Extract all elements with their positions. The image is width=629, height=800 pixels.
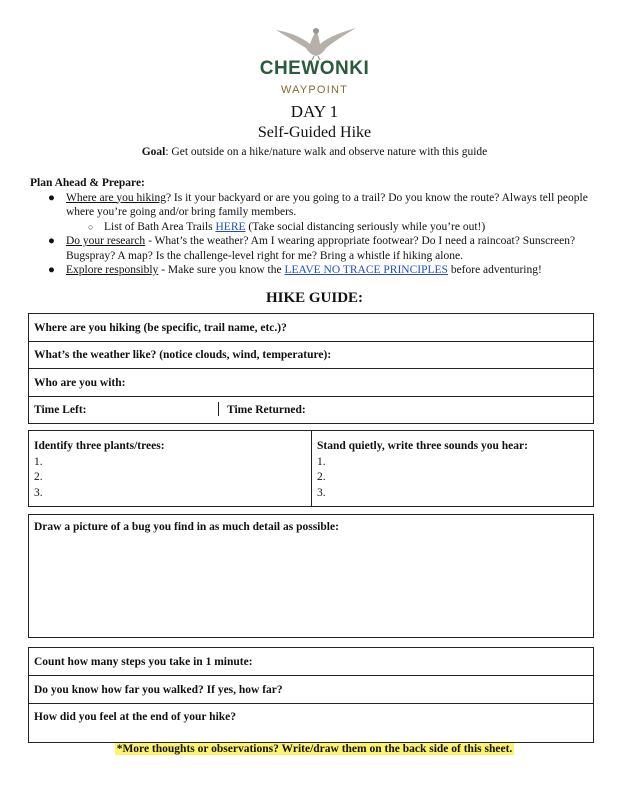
goal-label: Goal xyxy=(141,146,166,158)
sub-item-note: (Take social distancing seriously while you’re out!) xyxy=(245,220,486,233)
time-left-label: Time Left: xyxy=(34,404,87,416)
table-row[interactable] xyxy=(29,314,593,342)
table-row[interactable] xyxy=(29,369,593,397)
table-row[interactable] xyxy=(29,342,593,369)
plan-section xyxy=(30,176,600,278)
list-item: 2. xyxy=(34,471,43,483)
row-label-steps: Count how many steps you take in 1 minute: xyxy=(34,656,253,668)
hike-guide-title: HIKE GUIDE: xyxy=(265,290,364,306)
list-item: 1. xyxy=(34,455,43,468)
leave-no-trace-link[interactable]: LEAVE NO TRACE PRINCIPLES xyxy=(284,264,448,276)
observation-table xyxy=(28,430,594,507)
table-row[interactable] xyxy=(29,648,593,676)
item-text: - Make sure you know the xyxy=(158,264,285,276)
item-text: - What’s the weather? Am I wearing appropriate footwear? Do I need a raincoat? Sunscreen? Bugspray? A map? Is the challenge-level right for me? Bring a whistle if hiking alone. xyxy=(66,235,576,262)
plants-heading: Identify three plants/trees: xyxy=(34,440,165,452)
highlighted-note: *More thoughts or observations? Write/draw them on the back side of this sheet. xyxy=(116,743,513,755)
brand-name: CHEWONKI xyxy=(259,58,370,79)
logo xyxy=(0,22,629,60)
divider xyxy=(218,402,219,416)
bullet-icon: ● xyxy=(48,264,55,276)
reflection-table xyxy=(28,647,594,743)
goal-line xyxy=(0,146,629,158)
list-item xyxy=(30,191,600,235)
row-label-location: Where are you hiking (be specific, trail name, etc.)? xyxy=(34,322,287,334)
plants-cell[interactable] xyxy=(29,431,312,506)
circle-bullet-icon: ○ xyxy=(88,221,94,232)
brand-subtitle: WAYPOINT xyxy=(280,84,349,96)
time-returned-label: Time Returned: xyxy=(227,404,306,416)
item-lead: Where are you hiking xyxy=(66,191,166,204)
list-item xyxy=(30,234,600,263)
list-item: 3. xyxy=(317,486,326,499)
plan-heading: Plan Ahead & Prepare: xyxy=(30,177,145,189)
list-item xyxy=(30,263,600,278)
page-title: Self-Guided Hike xyxy=(257,124,372,141)
item-lead: Do your research xyxy=(66,235,146,247)
row-label-weather: What’s the weather like? (notice clouds, wind, temperature): xyxy=(34,349,332,361)
table-row[interactable] xyxy=(29,704,593,743)
footer-note xyxy=(0,743,629,755)
list-item: 2. xyxy=(317,471,326,483)
day-title: DAY 1 xyxy=(290,102,339,121)
row-label-companions: Who are you with: xyxy=(34,377,126,389)
bullet-icon: ● xyxy=(48,191,55,204)
item-text: ? Is it your backyard or are you going to a trail? Do you know the route? Always tell people where you’re going and/or bring family members. xyxy=(66,191,588,218)
drawing-area[interactable] xyxy=(28,514,594,638)
item-lead: Explore responsibly xyxy=(66,264,159,276)
sub-list-item xyxy=(66,220,600,235)
hike-info-table xyxy=(28,313,594,424)
row-label-distance: Do you know how far you walked? If yes, how far? xyxy=(34,684,283,696)
osprey-logo-icon xyxy=(270,22,360,60)
table-row[interactable] xyxy=(29,676,593,704)
sounds-cell[interactable] xyxy=(312,431,593,506)
list-item: 3. xyxy=(34,486,43,499)
row-label-feeling: How did you feel at the end of your hike? xyxy=(34,711,237,723)
list-item: 1. xyxy=(317,455,326,468)
trails-link[interactable]: HERE xyxy=(215,220,246,233)
draw-prompt: Draw a picture of a bug you find in as much detail as possible: xyxy=(34,521,339,533)
sounds-heading: Stand quietly, write three sounds you hear: xyxy=(317,440,528,452)
table-row[interactable] xyxy=(29,397,593,424)
sub-item-text: List of Bath Area Trails xyxy=(104,220,216,233)
item-text-end: before adventuring! xyxy=(447,264,542,276)
goal-text: : Get outside on a hike/nature walk and observe nature with this guide xyxy=(165,146,488,158)
bullet-icon: ● xyxy=(48,235,55,247)
